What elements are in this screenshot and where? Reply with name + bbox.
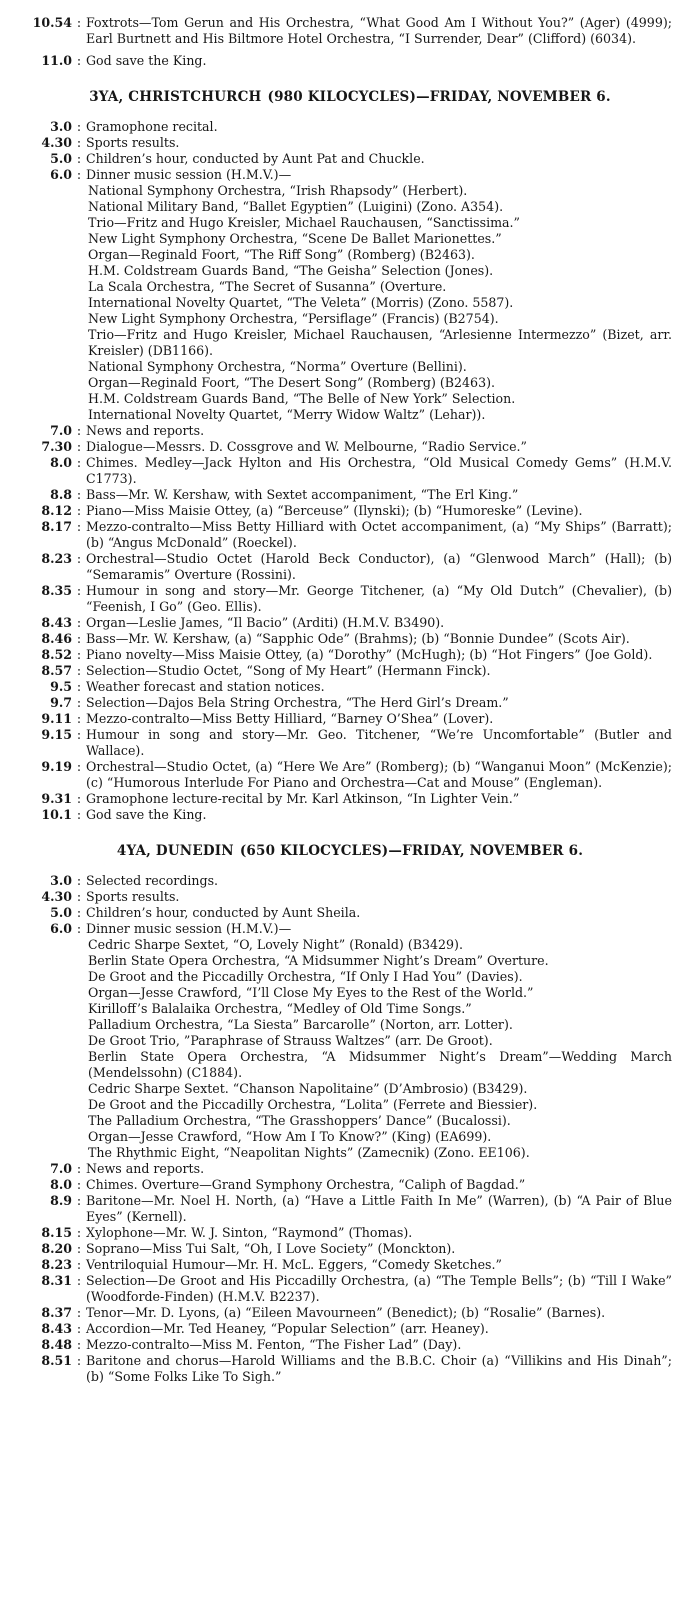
programme-entry (0, 135, 700, 151)
programme-entry (0, 439, 700, 455)
programme-entry (0, 889, 700, 905)
entry-time: 6.0 (50, 167, 72, 182)
entry-time: 7.30 (41, 439, 72, 454)
dunedin-dinner-list (0, 937, 700, 1161)
dinner-item: Palladium Orchestra, “La Siesta” Barcarolle” (Norton, arr. Lotter). (88, 1017, 513, 1032)
entry-colon: : (76, 1257, 82, 1272)
entry-text: Foxtrots—Tom Gerun and His Orchestra, “What Good Am I Without You?” (Ager) (4999); Earl Burtnett and His Biltmore Hotel Orchestra, “I Surrender, Dear” (Clifford) (6034). (86, 15, 672, 46)
entry-colon: : (76, 135, 82, 150)
entry-text: Tenor—Mr. D. Lyons, (a) “Eileen Mavourneen” (Benedict); (b) “Rosalie” (Barnes). (86, 1305, 606, 1320)
programme-entry (0, 1257, 700, 1273)
programme-entry (0, 53, 700, 69)
entry-text: Selected recordings. (86, 873, 219, 888)
entry-colon: : (76, 1305, 82, 1320)
christchurch-evening-entries (0, 423, 700, 823)
entry-text: Sports results. (86, 135, 180, 150)
entry-text: Selection—Studio Octet, “Song of My Heart” (Hermann Finck). (86, 663, 491, 678)
entry-time: 7.0 (50, 423, 72, 438)
programme-entry (0, 151, 700, 167)
dinner-item: Organ—Reginald Foort, “The Desert Song” (Romberg) (B2463). (88, 375, 496, 390)
dinner-item: National Military Band, “Ballet Egyptien” (Luigini) (Zono. A354). (88, 199, 504, 214)
entry-time: 9.11 (41, 711, 72, 726)
entry-time: 8.52 (41, 647, 72, 662)
top-entries (0, 15, 700, 69)
entry-text: Mezzo-contralto—Miss Betty Hilliard with Octet accompaniment, (a) “My Ships” (Barratt); (b) “Angus McDonald” (Roeckel). (86, 519, 672, 550)
entry-colon: : (76, 15, 82, 30)
dinner-item: De Groot Trio, ”Paraphrase of Strauss Waltzes” (arr. De Groot). (88, 1033, 493, 1048)
programme-entry (0, 695, 700, 711)
entry-text: Dialogue—Messrs. D. Cossgrove and W. Melbourne, “Radio Service.” (86, 439, 527, 454)
programme-entry (0, 631, 700, 647)
entry-time: 8.12 (41, 503, 72, 518)
entry-text: Bass—Mr. W. Kershaw, with Sextet accompaniment, “The Erl King.” (86, 487, 519, 502)
dinner-item: H.M. Coldstream Guards Band, “The Geisha” Selection (Jones). (88, 263, 494, 278)
entry-colon: : (76, 1161, 82, 1176)
entry-colon: : (76, 1273, 82, 1288)
programme-entry (0, 1241, 700, 1257)
dinner-item: Berlin State Opera Orchestra, “A Midsummer Night’s Dream”—Wedding March (Mendelssohn) (C1884). (88, 1049, 672, 1080)
entry-colon: : (76, 53, 82, 68)
programme-entry (0, 1161, 700, 1177)
programme-entry (0, 873, 700, 889)
programme-entry (0, 727, 700, 759)
entry-time: 8.20 (41, 1241, 72, 1256)
entry-text: Baritone—Mr. Noel H. North, (a) “Have a Little Faith In Me” (Warren), (b) “A Pair of Blue Eyes” (Kernell). (86, 1193, 672, 1224)
entry-time: 8.8 (50, 487, 72, 502)
entry-colon: : (76, 807, 82, 822)
entry-time: 8.43 (41, 615, 72, 630)
programme-entry (0, 551, 700, 583)
entry-time: 8.46 (41, 631, 72, 646)
dunedin-evening-entries (0, 1161, 700, 1385)
dinner-item: Organ—Jesse Crawford, “How Am I To Know?” (King) (EA699). (88, 1129, 492, 1144)
programme-entry (0, 1353, 700, 1385)
dinner-item: Kirilloff’s Balalaika Orchestra, “Medley of Old Time Songs.” (88, 1001, 472, 1016)
entry-colon: : (76, 889, 82, 904)
station-heading-dunedin (0, 843, 700, 859)
programme-entry (0, 503, 700, 519)
station-date: —FRIDAY, NOVEMBER 6. (416, 89, 611, 105)
entry-time: 9.7 (50, 695, 72, 710)
entry-text: God save the King. (86, 807, 207, 822)
entry-colon: : (76, 1321, 82, 1336)
programme-entry (0, 423, 700, 439)
entry-text: Bass—Mr. W. Kershaw, (a) “Sapphic Ode” (Brahms); (b) “Bonnie Dundee” (Scots Air). (86, 631, 630, 646)
entry-time: 5.0 (50, 905, 72, 920)
entry-time: 4.30 (41, 889, 72, 904)
entry-colon: : (76, 1353, 82, 1368)
dinner-item: The Rhythmic Eight, “Neapolitan Nights” (Zamecnik) (Zono. EE106). (88, 1145, 530, 1160)
entry-time: 8.43 (41, 1321, 72, 1336)
dinner-item: La Scala Orchestra, “The Secret of Susanna” (Overture. (88, 279, 447, 294)
entry-text: Baritone and chorus—Harold Williams and the B.B.C. Choir (a) “Villikins and His Dinah”; (b) “Some Folks Like To Sigh.” (86, 1353, 672, 1384)
entry-colon: : (76, 1225, 82, 1240)
entry-time: 8.35 (41, 583, 72, 598)
entry-text: Piano novelty—Miss Maisie Ottey, (a) “Dorothy” (McHugh); (b) “Hot Fingers” (Joe Gold). (86, 647, 653, 662)
entry-colon: : (76, 711, 82, 726)
entry-colon: : (76, 551, 82, 566)
entry-text: Gramophone lecture-recital by Mr. Karl Atkinson, “In Lighter Vein.” (86, 791, 520, 806)
entry-colon: : (76, 905, 82, 920)
entry-text: Accordion—Mr. Ted Heaney, “Popular Selection” (arr. Heaney). (86, 1321, 489, 1336)
programme-entry (0, 519, 700, 551)
entry-colon: : (76, 503, 82, 518)
entry-colon: : (76, 151, 82, 166)
dinner-item: The Palladium Orchestra, “The Grasshoppers’ Dance” (Bucalossi). (88, 1113, 511, 1128)
dinner-item: Organ—Jesse Crawford, “I’ll Close My Eyes to the Rest of the World.” (88, 985, 534, 1000)
dinner-item: National Symphony Orchestra, “Norma” Overture (Bellini). (88, 359, 467, 374)
dinner-item: Trio—Fritz and Hugo Kreisler, Michael Rauchausen, “Arlesienne Intermezzo” (Bizet, arr. Kreisler) (DB1166). (88, 327, 672, 358)
entry-colon: : (76, 423, 82, 438)
entry-colon: : (76, 759, 82, 774)
dinner-item: International Novelty Quartet, “Merry Widow Waltz” (Lehar)). (88, 407, 486, 422)
christchurch-early-entries (0, 119, 700, 183)
entry-text: Dinner music session (H.M.V.)— (86, 921, 292, 936)
entry-colon: : (76, 873, 82, 888)
programme-entry (0, 647, 700, 663)
christchurch-dinner-list (0, 183, 700, 423)
entry-colon: : (76, 631, 82, 646)
programme-entry (0, 1305, 700, 1321)
programme-entry (0, 119, 700, 135)
dinner-item: National Symphony Orchestra, “Irish Rhapsody” (Herbert). (88, 183, 468, 198)
station-title: 3YA, CHRISTCHURCH (89, 89, 262, 105)
programme-entry (0, 921, 700, 937)
programme-entry (0, 615, 700, 631)
dunedin-early-entries (0, 873, 700, 937)
entry-text: Selection—Dajos Bela String Orchestra, “The Herd Girl’s Dream.” (86, 695, 509, 710)
entry-colon: : (76, 1337, 82, 1352)
station-frequency: (650 KILOCYCLES) (239, 843, 389, 859)
entry-time: 8.0 (50, 455, 72, 470)
entry-colon: : (76, 647, 82, 662)
programme-entry (0, 679, 700, 695)
dinner-item: New Light Symphony Orchestra, “Scene De Ballet Marionettes.” (88, 231, 502, 246)
entry-colon: : (76, 519, 82, 534)
entry-colon: : (76, 921, 82, 936)
entry-time: 6.0 (50, 921, 72, 936)
programme-entry (0, 791, 700, 807)
entry-text: Chimes. Overture—Grand Symphony Orchestra, “Caliph of Bagdad.” (86, 1177, 526, 1192)
entry-colon: : (76, 167, 82, 182)
entry-time: 9.15 (41, 727, 72, 742)
entry-text: Children’s hour, conducted by Aunt Pat and Chuckle. (86, 151, 425, 166)
programme-entry (0, 1337, 700, 1353)
programme-entry (0, 583, 700, 615)
entry-colon: : (76, 439, 82, 454)
entry-time: 8.57 (41, 663, 72, 678)
dinner-item: De Groot and the Piccadilly Orchestra, “Lolita” (Ferrete and Biessier). (88, 1097, 538, 1112)
station-heading-christchurch (0, 89, 700, 105)
entry-text: Orchestral—Studio Octet (Harold Beck Conductor), (a) “Glenwood March” (Hall); (b) “Semaramis” Overture (Rossini). (86, 551, 672, 582)
entry-text: Gramophone recital. (86, 119, 218, 134)
entry-colon: : (76, 791, 82, 806)
entry-time: 8.23 (41, 1257, 72, 1272)
entry-time: 10.54 (32, 15, 72, 30)
programme-entry (0, 487, 700, 503)
programme-entry (0, 807, 700, 823)
entry-text: Soprano—Miss Tui Salt, “Oh, I Love Society” (Monckton). (86, 1241, 456, 1256)
entry-text: Chimes. Medley—Jack Hylton and His Orchestra, “Old Musical Comedy Gems” (H.M.V. C1773). (86, 455, 672, 486)
entry-time: 8.48 (41, 1337, 72, 1352)
entry-time: 8.51 (41, 1353, 72, 1368)
entry-time: 10.1 (41, 807, 72, 822)
entry-text: News and reports. (86, 423, 205, 438)
entry-colon: : (76, 615, 82, 630)
dinner-item: De Groot and the Piccadilly Orchestra, “If Only I Had You” (Davies). (88, 969, 523, 984)
entry-colon: : (76, 1177, 82, 1192)
entry-time: 8.17 (41, 519, 72, 534)
station-frequency: (980 KILOCYCLES) (267, 89, 417, 105)
entry-text: Mezzo-contralto—Miss M. Fenton, “The Fisher Lad” (Day). (86, 1337, 462, 1352)
entry-time: 8.37 (41, 1305, 72, 1320)
entry-time: 9.19 (41, 759, 72, 774)
entry-text: Dinner music session (H.M.V.)— (86, 167, 292, 182)
entry-colon: : (76, 727, 82, 742)
entry-text: Piano—Miss Maisie Ottey, (a) “Berceuse” (Ilynski); (b) “Humoreske” (Levine). (86, 503, 583, 518)
entry-text: Weather forecast and station notices. (86, 679, 325, 694)
entry-time: 9.5 (50, 679, 72, 694)
programme-entry (0, 1193, 700, 1225)
entry-time: 9.31 (41, 791, 72, 806)
entry-text: Ventriloquial Humour—Mr. H. McL. Eggers, “Comedy Sketches.” (86, 1257, 502, 1272)
dinner-item: Berlin State Opera Orchestra, “A Midsummer Night’s Dream” Overture. (88, 953, 549, 968)
entry-colon: : (76, 695, 82, 710)
entry-time: 5.0 (50, 151, 72, 166)
programme-entry (0, 905, 700, 921)
entry-time: 11.0 (41, 53, 72, 68)
programme-entry (0, 759, 700, 791)
programme-entry (0, 15, 700, 47)
entry-colon: : (76, 1241, 82, 1256)
dinner-item: Cedric Sharpe Sextet. “Chanson Napolitaine” (D’Ambrosio) (B3429). (88, 1081, 528, 1096)
entry-text: Selection—De Groot and His Piccadilly Orchestra, (a) “The Temple Bells”; (b) “Till I Wake” (Woodforde-Finden) (H.M.V. B2237). (86, 1273, 672, 1304)
programme-entry (0, 1177, 700, 1193)
programme-entry (0, 167, 700, 183)
station-title: 4YA, DUNEDIN (116, 843, 234, 859)
entry-colon: : (76, 1193, 82, 1208)
entry-time: 8.15 (41, 1225, 72, 1240)
programme-entry (0, 1273, 700, 1305)
programme-entry (0, 711, 700, 727)
entry-time: 8.31 (41, 1273, 72, 1288)
entry-colon: : (76, 663, 82, 678)
dinner-item: H.M. Coldstream Guards Band, “The Belle of New York” Selection. (88, 391, 516, 406)
entry-text: Orchestral—Studio Octet, (a) “Here We Are” (Romberg); (b) “Wanganui Moon” (McKenzie); (c) “Humorous Interlude For Piano and Orchestra—Cat and Mouse” (Engleman). (86, 759, 672, 790)
entry-text: Children’s hour, conducted by Aunt Sheila. (86, 905, 361, 920)
station-date: —FRIDAY, NOVEMBER 6. (388, 843, 584, 859)
entry-text: Mezzo-contralto—Miss Betty Hilliard, “Barney O’Shea” (Lover). (86, 711, 494, 726)
entry-colon: : (76, 583, 82, 598)
entry-text: Humour in song and story—Mr. George Titchener, (a) “My Old Dutch” (Chevalier), (b) “Feenish, I Go” (Geo. Ellis). (86, 583, 672, 614)
dinner-item: Trio—Fritz and Hugo Kreisler, Michael Rauchausen, “Sanctissima.” (88, 215, 520, 230)
entry-text: Organ—Leslie James, “Il Bacio” (Arditi) (H.M.V. B3490). (86, 615, 445, 630)
programme-entry (0, 663, 700, 679)
entry-colon: : (76, 487, 82, 502)
entry-time: 8.0 (50, 1177, 72, 1192)
entry-text: Sports results. (86, 889, 180, 904)
entry-text: Xylophone—Mr. W. J. Sinton, “Raymond” (Thomas). (86, 1225, 413, 1240)
entry-time: 7.0 (50, 1161, 72, 1176)
programme-entry (0, 1225, 700, 1241)
entry-time: 8.23 (41, 551, 72, 566)
entry-colon: : (76, 119, 82, 134)
dinner-item: Cedric Sharpe Sextet, “O, Lovely Night” (Ronald) (B3429). (88, 937, 463, 952)
entry-text: News and reports. (86, 1161, 205, 1176)
entry-text: Humour in song and story—Mr. Geo. Titchener, “We’re Uncomfortable” (Butler and Wallace). (86, 727, 672, 758)
dinner-item: International Novelty Quartet, “The Veleta” (Morris) (Zono. 5587). (88, 295, 514, 310)
entry-colon: : (76, 455, 82, 470)
entry-time: 8.9 (50, 1193, 72, 1208)
entry-time: 3.0 (50, 119, 72, 134)
programme-entry (0, 1321, 700, 1337)
programme-entry (0, 455, 700, 487)
entry-time: 4.30 (41, 135, 72, 150)
entry-colon: : (76, 679, 82, 694)
dinner-item: New Light Symphony Orchestra, “Persiflage” (Francis) (B2754). (88, 311, 499, 326)
entry-text: God save the King. (86, 53, 207, 68)
dinner-item: Organ—Reginald Foort, “The Riff Song” (Romberg) (B2463). (88, 247, 475, 262)
entry-time: 3.0 (50, 873, 72, 888)
